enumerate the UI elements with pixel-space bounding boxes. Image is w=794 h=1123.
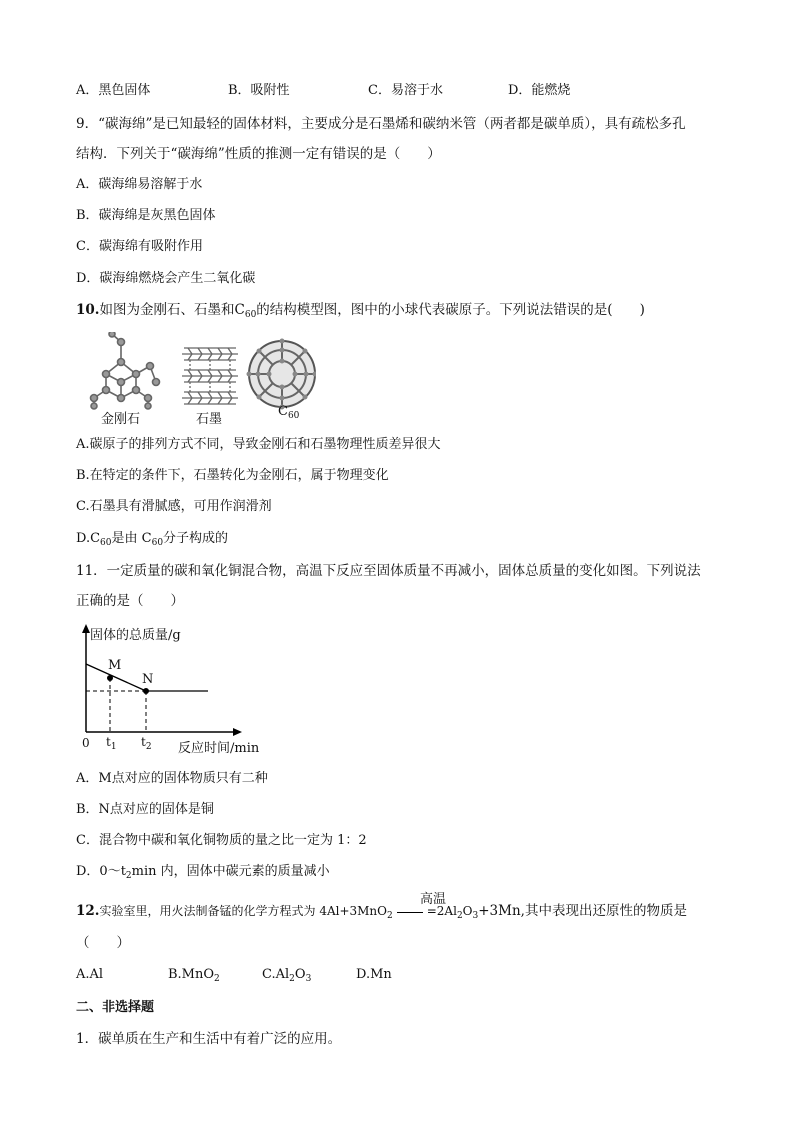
q8-option-a: A．黑色固体 — [76, 83, 151, 98]
q9-option-d: D．碳海绵燃烧会产生二氧化碳 — [76, 271, 256, 286]
q10-stem: 10.如图为金刚石、石墨和$C_{60}$的结构模型图，图中的小球代表碳原子。下列说法错误的是( ) — [76, 302, 645, 320]
diamond-model — [91, 332, 160, 409]
reaction-condition: 高温 — [420, 892, 447, 907]
q12-stem: 12.实验室里，用火法制备锰的化学方程式为 $4Al+3MnO_2 =2Al_2O_3+3Mn$,其中表现出还原性的物质是 — [76, 903, 687, 921]
q9-option-c: C．碳海绵有吸附作用 — [76, 239, 203, 254]
q8-option-d: D．能燃烧 — [508, 83, 571, 98]
q12-option-b: B.MnO$_2$ — [168, 967, 220, 984]
graph-xlabel: 反应时间/min — [178, 741, 260, 756]
y-axis-arrow — [82, 624, 90, 633]
section2-q1: 1．碳单质在生产和生活中有着广泛的应用。 — [76, 1031, 342, 1047]
graph-label-n: N — [142, 672, 154, 687]
q11-option-c: C．混合物中碳和氧化铜物质的量之比一定为 1：2 — [76, 833, 367, 848]
q8-option-c: C．易溶于水 — [368, 83, 443, 98]
q8-option-b: B．吸附性 — [228, 83, 290, 98]
point-n — [143, 688, 149, 694]
graph-t1: $t_1$ — [106, 735, 117, 752]
point-m — [107, 675, 113, 681]
graphite-model — [182, 348, 238, 404]
q10-option-d: $D.C_{60}$是由 $C_{60}$分子构成的 — [76, 531, 229, 548]
graph-origin: 0 — [82, 736, 90, 750]
graph-ylabel: 固体的总质量/g — [90, 628, 181, 643]
q10-option-c: C.石墨具有滑腻感，可用作润滑剂 — [76, 499, 272, 514]
q11-option-a: A．M点对应的固体物质只有二种 — [76, 771, 268, 786]
allotrope-figure — [86, 332, 316, 427]
graph-t2: $t_2$ — [141, 735, 152, 752]
c60-model — [247, 339, 317, 410]
q9-stem-line2: 结构．下列关于“碳海绵”性质的推测一定有错误的是（ ） — [76, 146, 441, 162]
q11-option-d: D．$0\sim t_2\min$ 内，固体中碳元素的质量减小 — [76, 864, 330, 881]
q12-option-a: A.Al — [76, 967, 104, 982]
q11-stem-line1: 11．一定质量的碳和氧化铜混合物，高温下反应至固体质量不再减小，固体总质量的变化如图。下列说法 — [76, 563, 701, 579]
q12-option-d: D.Mn — [356, 967, 392, 982]
q9-option-a: A．碳海绵易溶解于水 — [76, 177, 203, 192]
q11-stem-line2: 正确的是（ ） — [76, 593, 184, 609]
q11-option-b: B．N点对应的固体是铜 — [76, 802, 214, 817]
mass-time-graph — [76, 622, 286, 757]
q10-option-a: A.碳原子的排列方式不同，导致金刚石和石墨物理性质差异很大 — [76, 437, 441, 452]
q12-number: 12. — [76, 903, 100, 919]
q12-stem-line2: （ ） — [76, 935, 130, 951]
c60-label: $C_{60}$ — [278, 404, 300, 421]
section2-heading: 二、非选择题 — [76, 1000, 155, 1015]
diamond-label: 金刚石 — [101, 412, 141, 427]
graphite-label: 石墨 — [196, 412, 223, 427]
graph-label-m: M — [108, 658, 122, 673]
x-axis-arrow — [233, 728, 242, 736]
q9-option-b: B．碳海绵是灰黑色固体 — [76, 208, 216, 223]
q12-option-c: $C.Al_2O_3$ — [262, 967, 312, 984]
q10-number: 10. — [76, 302, 100, 318]
q9-stem-line1: 9．“碳海绵”是已知最轻的固体材料，主要成分是石墨烯和碳纳米管（两者都是碳单质），具有疏松多孔 — [76, 116, 686, 132]
q10-option-b: B.在特定的条件下，石墨转化为金刚石，属于物理变化 — [76, 468, 389, 483]
equation-bar — [397, 912, 423, 913]
